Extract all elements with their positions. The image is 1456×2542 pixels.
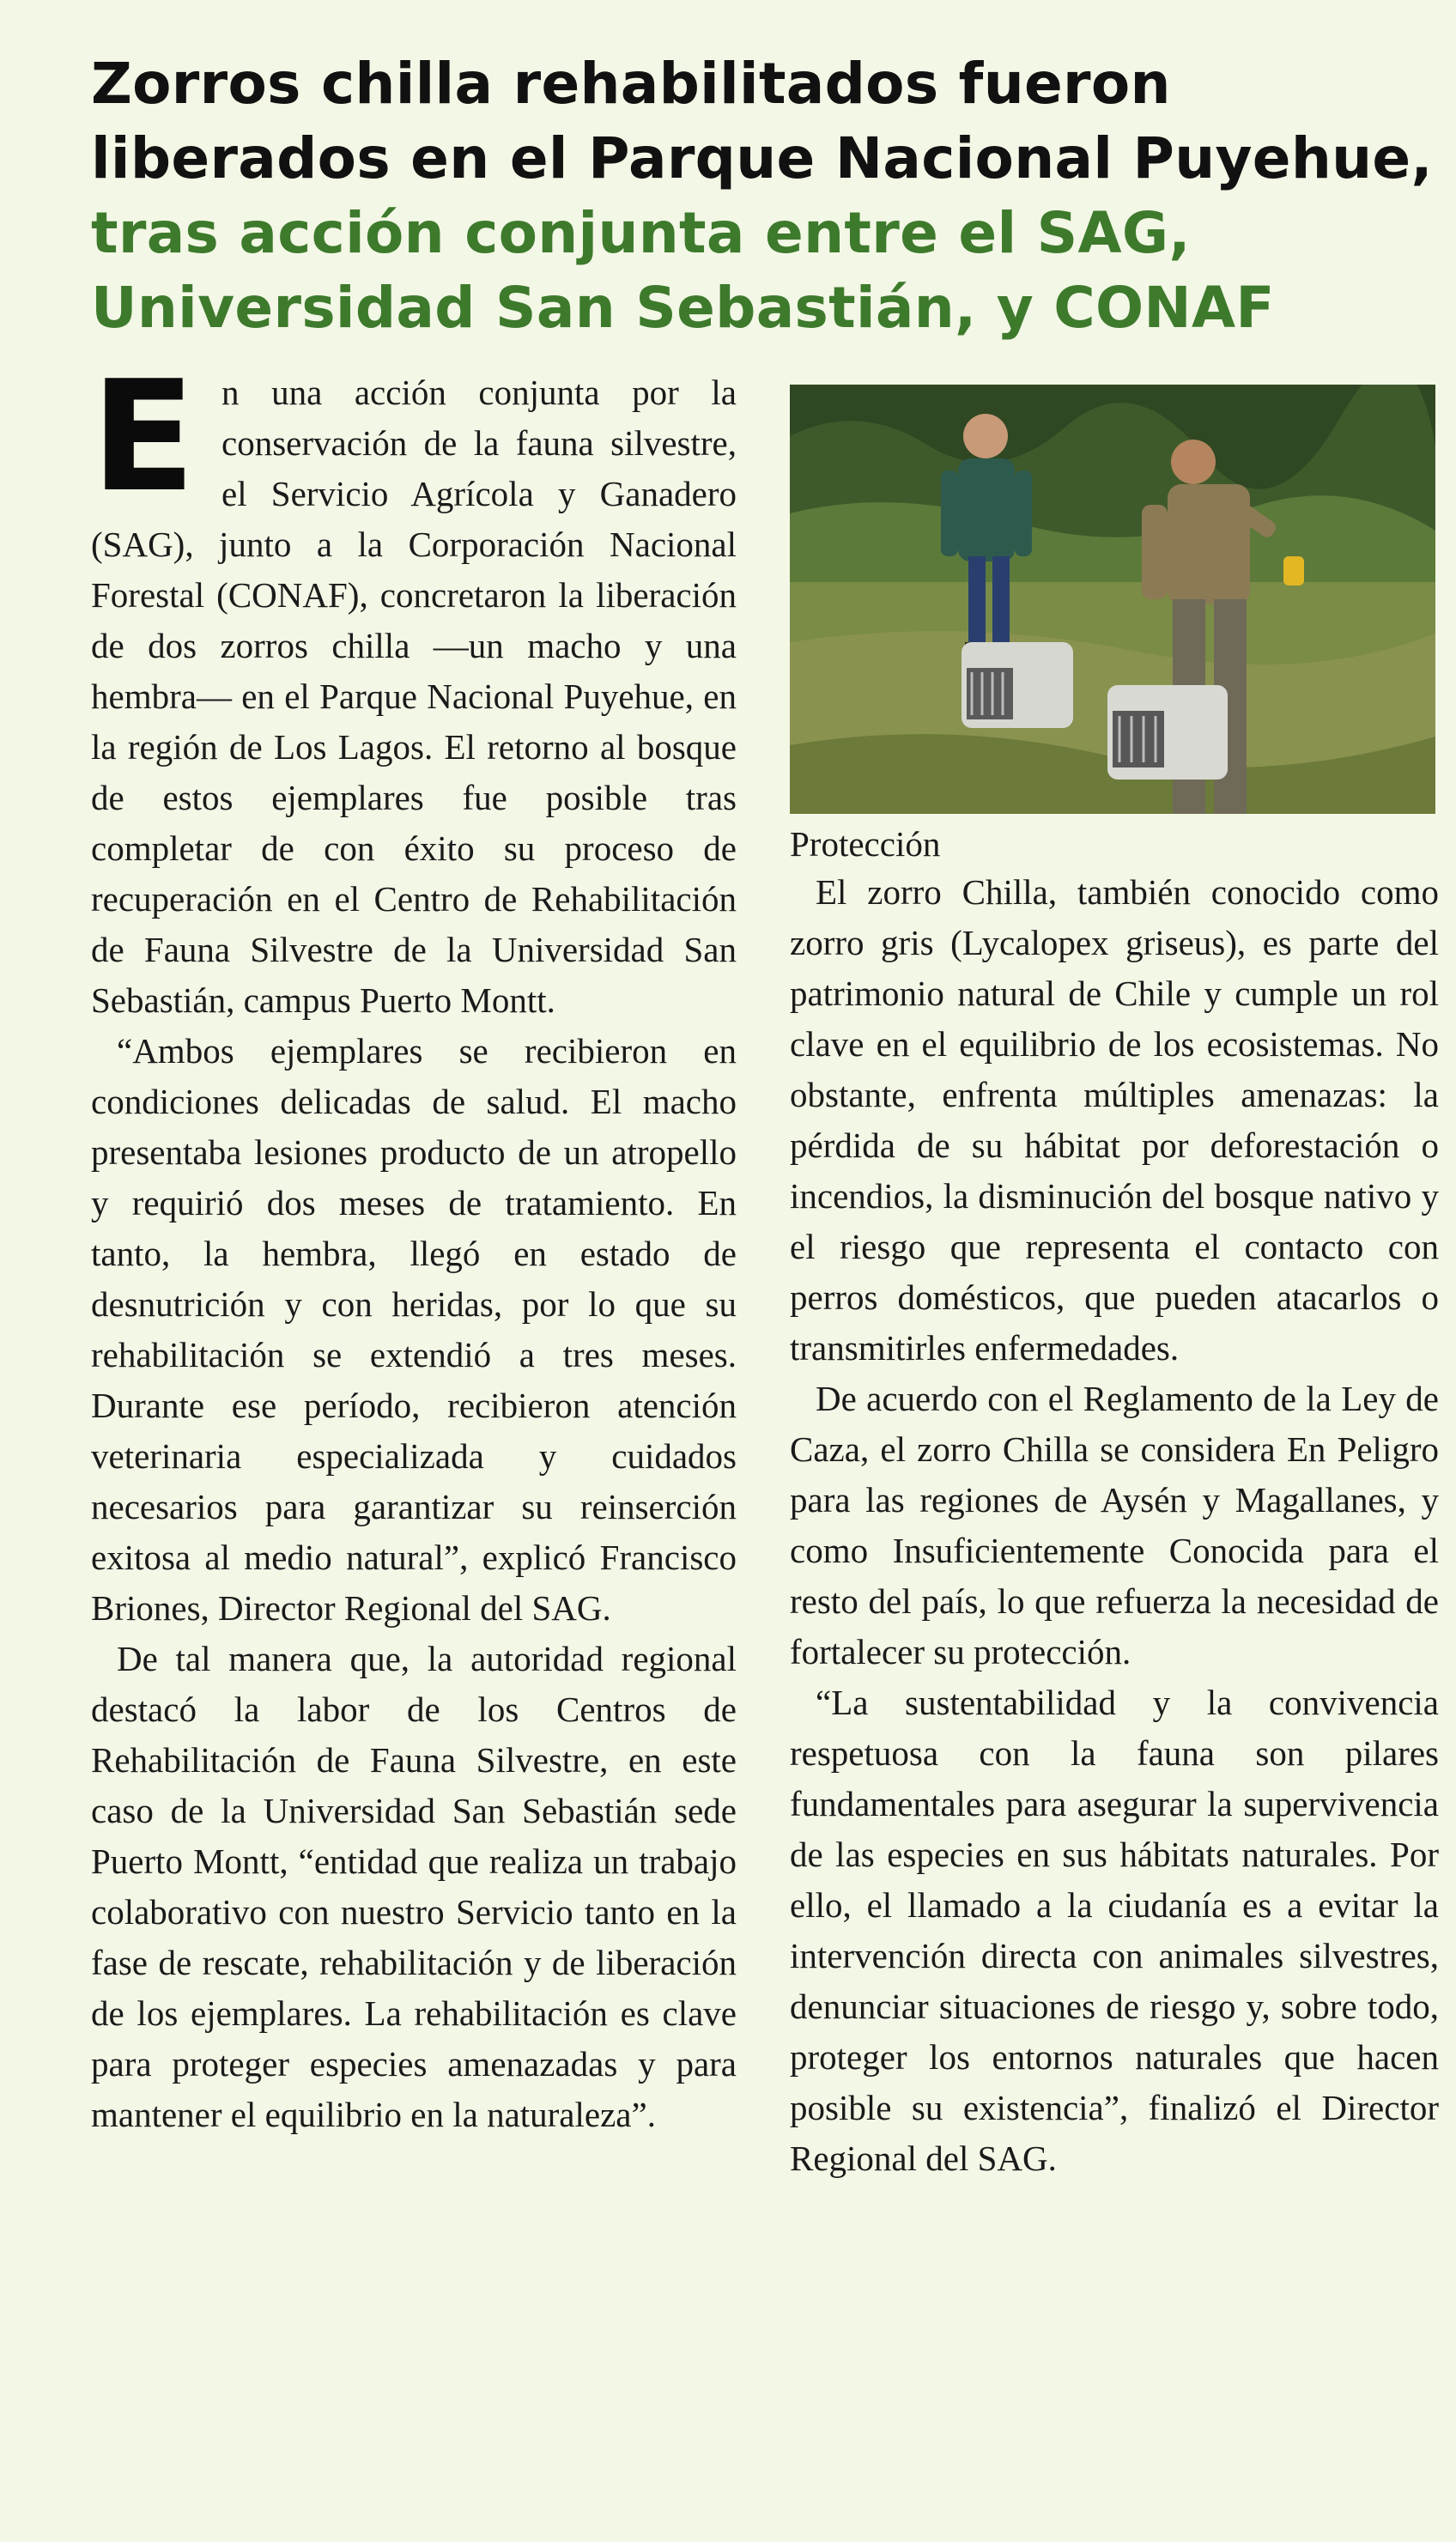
article-photo [790, 385, 1435, 814]
left-column [91, 367, 737, 2140]
article-paragraph-3: De tal manera que, la autoridad regional destacó la labor de los Centros de Rehabilitación de Fauna Silvestre, en este caso de la Universidad San Sebastián sede Puerto Montt, “entidad que realiza un trabajo colaborativo con nuestro Servicio tanto en la fase de rescate, rehabilitación y de liberación de los ejemplares. La rehabilitación es clave para proteger especies amenazadas y para mantener el equilibrio en la naturaleza”. [91, 1639, 737, 2134]
paragraph-1-text: n una acción conjunta por la conservación de la fauna silvestre, el Servicio Agrícola y Ganadero (SAG), junto a la Corporación Nacional Forestal (CONAF), concretaron la liberación de dos zorros chilla —un macho y una hembra— en el Parque Nacional Puyehue, en la región de Los Lagos. El retorno al bosque de estos ejemplares fue posible tras completar de con éxito su proceso de recuperación en el Centro de Rehabilitación de Fauna Silvestre de la Universidad San Sebastián, campus Puerto Montt. [91, 373, 737, 1020]
photo-illustration [790, 385, 1435, 814]
article-paragraph-1 [91, 367, 737, 1026]
article-paragraph-2: “Ambos ejemplares se recibieron en condiciones delicadas de salud. El macho presentaba lesiones producto de un atropello y requirió dos meses de tratamiento. En tanto, la hembra, llegó en estado de desnutrición y con heridas, por lo que su rehabilitación se extendió a tres meses. Durante ese período, recibieron atención veterinaria especializada y cuidados necesarios para garantizar su reinserción exitosa al medio natural”, explicó Francisco Briones, Director Regional del SAG. [91, 1031, 737, 1628]
headline-line-2: liberados en el Parque Nacional Puyehue, [91, 125, 1433, 191]
right-column [790, 385, 1439, 2184]
article-paragraph-4: El zorro Chilla, también conocido como zorro gris (Lycalopex griseus), es parte del patrimonio natural de Chile y cumple un rol clave en el equilibrio de los ecosistemas. No obstante, enfrenta múltiples amenazas: la pérdida de su hábitat por deforestación o incendios, la disminución del bosque nativo y el riesgo que representa el contacto con perros domésticos, que pueden atacarlos o transmitirles enfermedades. [790, 872, 1439, 1368]
article-paragraph-5: De acuerdo con el Reglamento de la Ley de Caza, el zorro Chilla se considera En Peligro para las regiones de Aysén y Magallanes, y como Insuficientemente Conocida para el resto del país, lo que refuerza la necesidad de fortalecer su protección. [790, 1379, 1439, 1671]
drop-cap: E [91, 373, 196, 512]
article-paragraph-6: “La sustentabilidad y la convivencia respetuosa con la fauna son pilares fundamentales para asegurar la supervivencia de las especies en sus hábitats naturales. Por ello, el llamado a la ciudanía es a evitar la intervención directa con animales silvestres, denunciar situaciones de riesgo y, sobre todo, proteger los entornos naturales que hacen posible su existencia”, finalizó el Director Regional del SAG. [790, 1683, 1439, 2178]
headline-line-4: Universidad San Sebastián, y CONAF [91, 275, 1275, 341]
headline [91, 46, 1433, 345]
photo-caption: Protección [790, 824, 941, 864]
headline-line-1: Zorros chilla rehabilitados fueron [91, 51, 1171, 117]
headline-line-3: tras acción conjunta entre el SAG, [91, 200, 1191, 266]
